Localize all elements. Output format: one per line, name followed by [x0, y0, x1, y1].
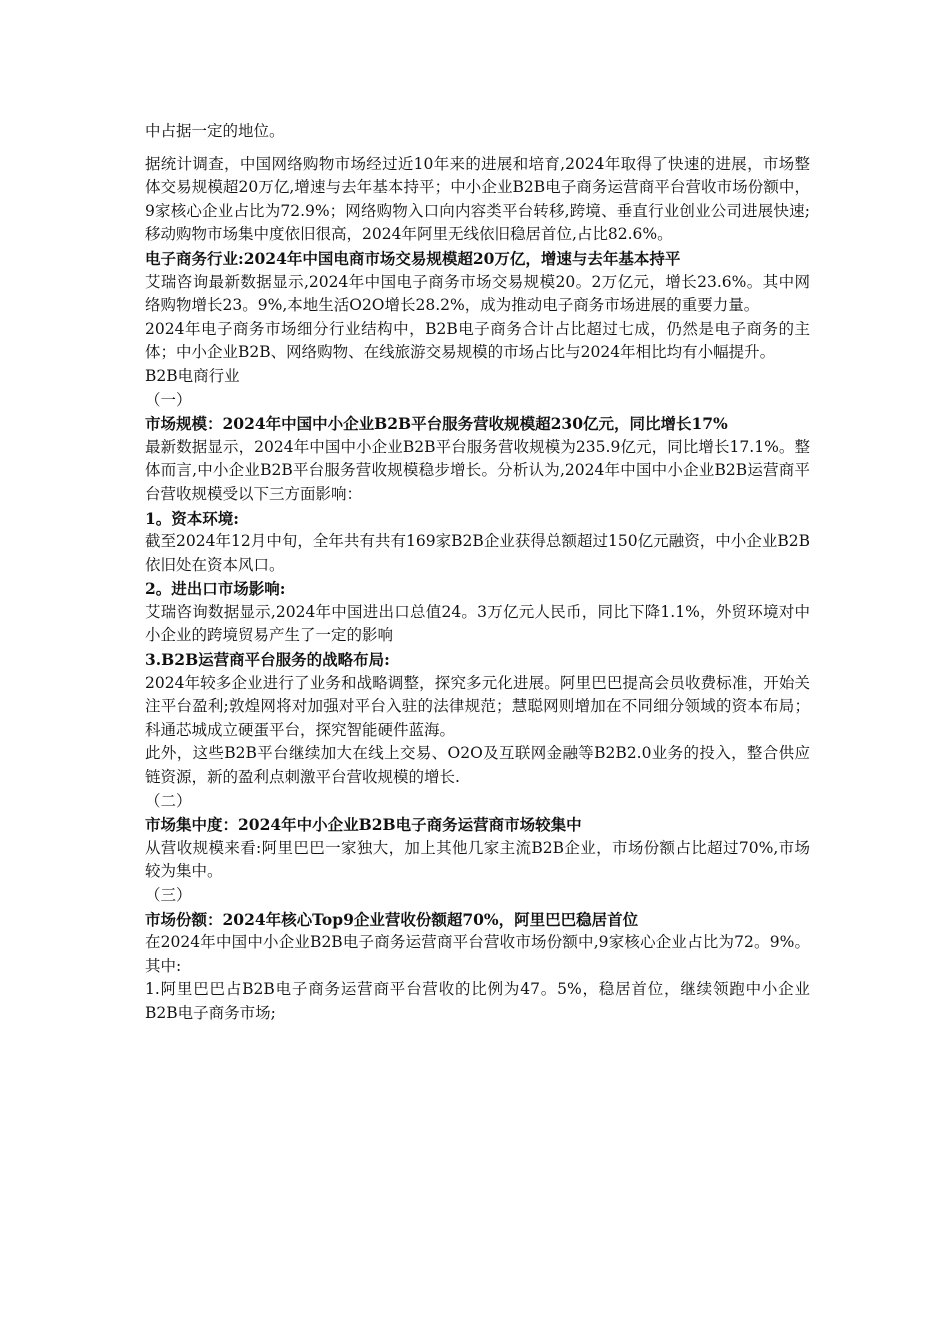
paragraph-segment-structure: 2024年电子商务市场细分行业结构中，B2B电子商务合计占比超过七成，仍然是电子商务的主体；中小企业B2B、网络购物、在线旅游交易规模的市场占比与2024年相比均有小幅提升。	[145, 319, 810, 362]
heading-import-export: 2。进出口市场影响:	[145, 579, 286, 599]
heading-capital-environment: 1。资本环境:	[145, 508, 240, 528]
paragraph-market-scale: 最新数据显示，2024年中国中小企业B2B平台服务营收规模为235.9亿元，同比增长17.1%。整体而言,中小企业B2B平台服务营收规模稳步增长。分析认为,2024年中国中小企业B2B运营商平台营收规模受以下三方面影响：	[145, 437, 810, 503]
paragraph-iresearch-data: 艾瑞咨询最新数据显示,2024年中国电子商务市场交易规模20。2万亿元，增长23.6%。其中网络购物增长23。9%,本地生活O2O增长28.2%，成为推动电子商务市场进展的重要力量。	[145, 272, 810, 315]
paragraph-alibaba-share: 1.阿里巴巴占B2B电子商务运营商平台营收的比例为47。5%，稳居首位，继续领跑中小企业B2B电子商务市场;	[145, 980, 810, 1022]
paragraph-strategic-layout: 2024年较多企业进行了业务和战略调整，探究多元化进展。阿里巴巴提高会员收费标准，开始关注平台盈利;敦煌网将对加强对平台入驻的法律规范；慧聪网则增加在不同细分领域的资本布局；科通芯城成立硬蛋平台，探究智能硬件蓝海。	[145, 673, 810, 739]
paragraph-continuation: 中占据一定的地位。	[145, 122, 285, 140]
section-marker-1: （一）	[145, 390, 192, 409]
heading-strategic-layout: 3.B2B运营商平台服务的战略布局:	[145, 650, 390, 670]
heading-market-scale: 市场规模：2024年中国中小企业B2B平台服务营收规模超230亿元，同比增长17%	[145, 414, 728, 434]
heading-market-concentration: 市场集中度：2024年中小企业B2B电子商务运营商市场较集中	[145, 815, 582, 835]
paragraph-market-share: 在2024年中国中小企业B2B电子商务运营商平台营收市场份额中,9家核心企业占比为72。9%。其中:	[145, 933, 810, 975]
heading-b2b-industry: B2B电商行业	[145, 366, 240, 385]
section-marker-2: （二）	[145, 791, 192, 810]
heading-ecommerce-industry: 电子商务行业:2024年中国电商市场交易规模超20万亿，增速与去年基本持平	[145, 248, 681, 268]
paragraph-b2b2-business: 此外，这些B2B平台继续加大在线上交易、O2O及互联网金融等B2B2.0业务的投入，整合供应链资源，新的盈利点刺激平台营收规模的增长.	[145, 744, 810, 787]
heading-market-share: 市场份额：2024年核心Top9企业营收份额超70%，阿里巴巴稳居首位	[145, 909, 639, 929]
section-marker-3: （三）	[145, 886, 192, 904]
paragraph-market-concentration: 从营收规模来看:阿里巴巴一家独大，加上其他几家主流B2B企业，市场份额占比超过70%,市场较为集中。	[145, 838, 810, 881]
paragraph-import-export: 艾瑞咨询数据显示,2024年中国进出口总值24。3万亿元人民币，同比下降1.1%，外贸环境对中小企业的跨境贸易产生了一定的影响	[145, 602, 810, 645]
document-page	[145, 120, 810, 1026]
paragraph-survey: 据统计调查，中国网络购物市场经过近10年来的进展和培育,2024年取得了快速的进展，市场整体交易规模超20万亿,增速与去年基本持平；中小企业B2B电子商务运营商平台营收市场份额中，9家核心企业占比为72.9%；网络购物入口向内容类平台转移,跨境、垂直行业创业公司进展快速;移动购物市场集中度依旧很高，2024年阿里无线依旧稳居首位,占比82.6%。	[145, 154, 810, 244]
paragraph-capital-environment: 截至2024年12月中旬，全年共有共有169家B2B企业获得总额超过150亿元融资，中小企业B2B依旧处在资本风口。	[145, 532, 810, 574]
